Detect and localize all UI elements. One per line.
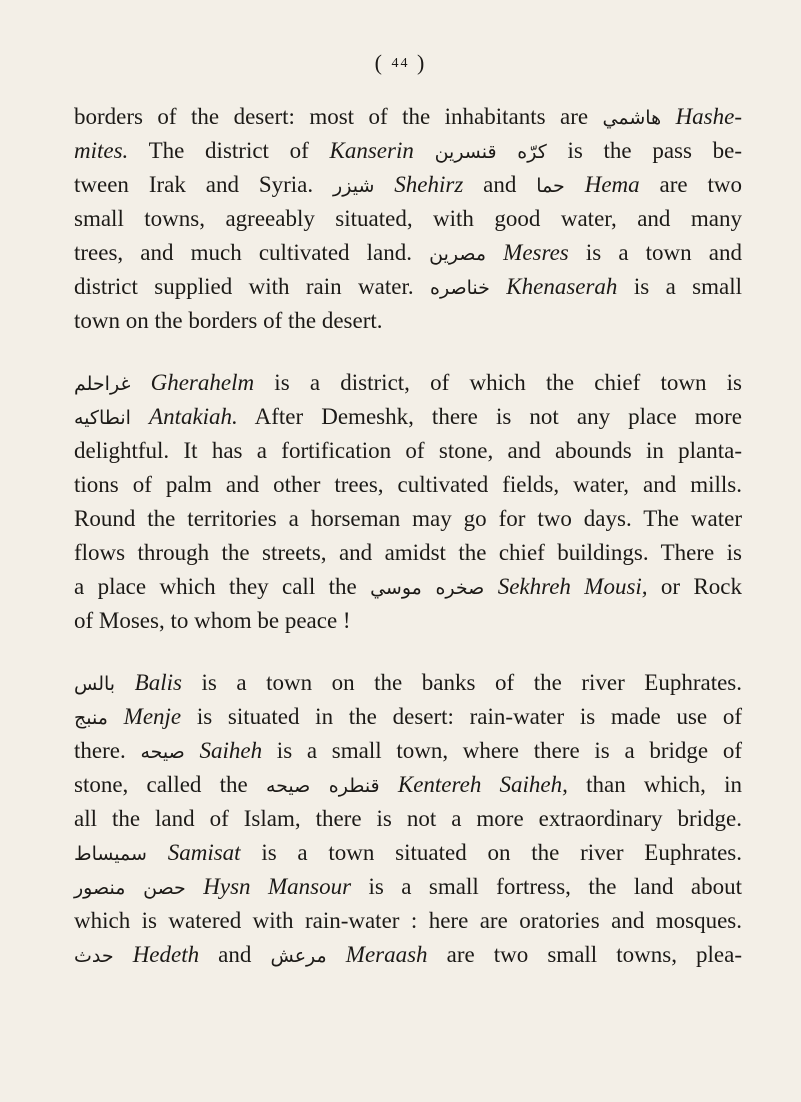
text-run: and — [199, 942, 271, 967]
text-line — [74, 870, 742, 904]
text-run: is a district, of which the chief town is — [254, 370, 743, 395]
text-run — [565, 172, 585, 197]
text-run: The district of — [128, 138, 330, 163]
text-run — [327, 942, 346, 967]
text-run: of Moses, to whom be peace ! — [74, 608, 351, 633]
text-line — [74, 768, 742, 802]
text-run: town on the borders of the desert. — [74, 308, 383, 333]
text-run: is a small town, where there is a bridge of — [262, 738, 743, 763]
text-run: Round the territories a horseman may go for two days. The water — [74, 506, 742, 531]
paragraph-gap — [74, 338, 742, 366]
page-number-open: ( — [374, 50, 384, 75]
arabic-term: غراحلم — [74, 373, 131, 395]
text-run: is a town situated on the river Euphrates. — [240, 840, 742, 865]
text-line — [74, 134, 742, 168]
text-run: is a small — [617, 274, 743, 299]
text-run: small towns, agreeably situated, with good water, and many — [74, 206, 742, 231]
arabic-term: قنسرين — [434, 141, 497, 163]
text-line — [74, 604, 742, 638]
italic-term: Gherahelm — [150, 370, 255, 395]
arabic-term: صيحه — [140, 741, 185, 763]
text-run: than which, in — [567, 772, 742, 797]
italic-term: Saiheh — [199, 738, 263, 763]
italic-term: Hedeth — [132, 942, 200, 967]
italic-term: Menje — [123, 704, 182, 729]
text-line — [74, 836, 742, 870]
italic-term: Sekhreh Mousi, — [497, 574, 648, 599]
text-line — [74, 570, 742, 604]
text-run: delightful. It has a fortification of stone, and abounds in planta- — [74, 438, 742, 463]
italic-term: Khenaserah — [506, 274, 618, 299]
text-run — [185, 738, 200, 763]
arabic-term: حدث — [74, 945, 114, 967]
body-text — [74, 100, 742, 972]
text-line — [74, 536, 742, 570]
arabic-term: صخره موسي — [370, 577, 485, 599]
arabic-term: مرعش — [270, 945, 327, 967]
text-run: tions of palm and other trees, cultivated fields, water, and mills. — [74, 472, 742, 497]
text-line — [74, 434, 742, 468]
text-run — [486, 240, 503, 265]
arabic-term: كرّه — [517, 141, 547, 163]
text-line — [74, 270, 742, 304]
text-line — [74, 938, 742, 972]
italic-term: Meraash — [345, 942, 428, 967]
text-line — [74, 236, 742, 270]
arabic-term: حصن منصور — [74, 877, 186, 899]
italic-term: Hysn Mansour — [203, 874, 352, 899]
text-line — [74, 202, 742, 236]
text-run: tween Irak and Syria. — [74, 172, 334, 197]
text-run — [147, 840, 168, 865]
text-run — [131, 404, 149, 429]
page-number-value: 44 — [391, 56, 410, 71]
text-line — [74, 502, 742, 536]
text-run — [414, 138, 435, 163]
page-number — [0, 50, 801, 76]
italic-term: Balis — [134, 670, 182, 695]
text-run — [186, 874, 203, 899]
text-line — [74, 666, 742, 700]
text-run: borders of the desert: most of the inhabitants are — [74, 104, 603, 129]
italic-term: Kanserin — [329, 138, 414, 163]
text-run: or Rock — [647, 574, 742, 599]
arabic-term: سميساط — [74, 843, 147, 865]
text-run: is a town on the banks of the river Euphrates. — [181, 670, 743, 695]
text-run — [108, 704, 124, 729]
italic-term: mites. — [74, 138, 129, 163]
text-line — [74, 802, 742, 836]
text-run: are two — [639, 172, 743, 197]
text-run: which is watered with rain-water : here are oratories and mosques. — [74, 908, 742, 933]
text-run — [374, 172, 394, 197]
italic-term: Antakiah. — [149, 404, 238, 429]
text-run: there. — [74, 738, 141, 763]
text-run: is a town and — [568, 240, 742, 265]
arabic-term: منبج — [74, 707, 108, 729]
arabic-term: قنطره صيحه — [265, 775, 380, 797]
italic-term: Shehirz — [394, 172, 464, 197]
paragraph-gap — [74, 638, 742, 666]
text-run: district supplied with rain water. — [74, 274, 431, 299]
text-run: is the pass be- — [546, 138, 742, 163]
page-number-close: ) — [417, 50, 427, 75]
text-line — [74, 904, 742, 938]
text-run: is a small fortress, the land about — [351, 874, 743, 899]
arabic-term: انطاكيه — [74, 407, 131, 429]
arabic-term: بالس — [74, 673, 116, 695]
text-run — [380, 772, 398, 797]
text-run — [114, 942, 133, 967]
text-run — [130, 370, 150, 395]
text-line — [74, 400, 742, 434]
text-run: all the land of Islam, there is not a more extraordinary bridge. — [74, 806, 742, 831]
arabic-term: هاشمي — [602, 107, 662, 129]
text-line — [74, 304, 742, 338]
text-run: flows through the streets, and amidst the chief buildings. There is — [74, 540, 742, 565]
italic-term: Hashe- — [675, 104, 742, 129]
text-run: After Demeshk, there is not any place more — [237, 404, 743, 429]
text-run — [490, 274, 506, 299]
text-line — [74, 468, 742, 502]
text-run: is situated in the desert: rain-water is made use of — [181, 704, 743, 729]
text-line — [74, 100, 742, 134]
text-line — [74, 700, 742, 734]
italic-term: Kentereh Saiheh, — [397, 772, 568, 797]
text-run — [484, 574, 497, 599]
italic-term: Samisat — [167, 840, 241, 865]
italic-term: Hema — [584, 172, 640, 197]
text-run — [115, 670, 135, 695]
italic-term: Mesres — [503, 240, 569, 265]
text-run — [497, 138, 518, 163]
arabic-term: خناصره — [430, 277, 490, 299]
arabic-term: مصرين — [429, 243, 487, 265]
text-line — [74, 734, 742, 768]
text-run — [661, 104, 675, 129]
text-line — [74, 168, 742, 202]
text-run: trees, and much cultivated land. — [74, 240, 430, 265]
arabic-term: حما — [536, 175, 565, 197]
text-line — [74, 366, 742, 400]
text-run: a place which they call the — [74, 574, 371, 599]
text-run: and — [463, 172, 537, 197]
arabic-term: شيزر — [333, 175, 375, 197]
text-run: stone, called the — [74, 772, 266, 797]
text-run: are two small towns, plea- — [427, 942, 742, 967]
